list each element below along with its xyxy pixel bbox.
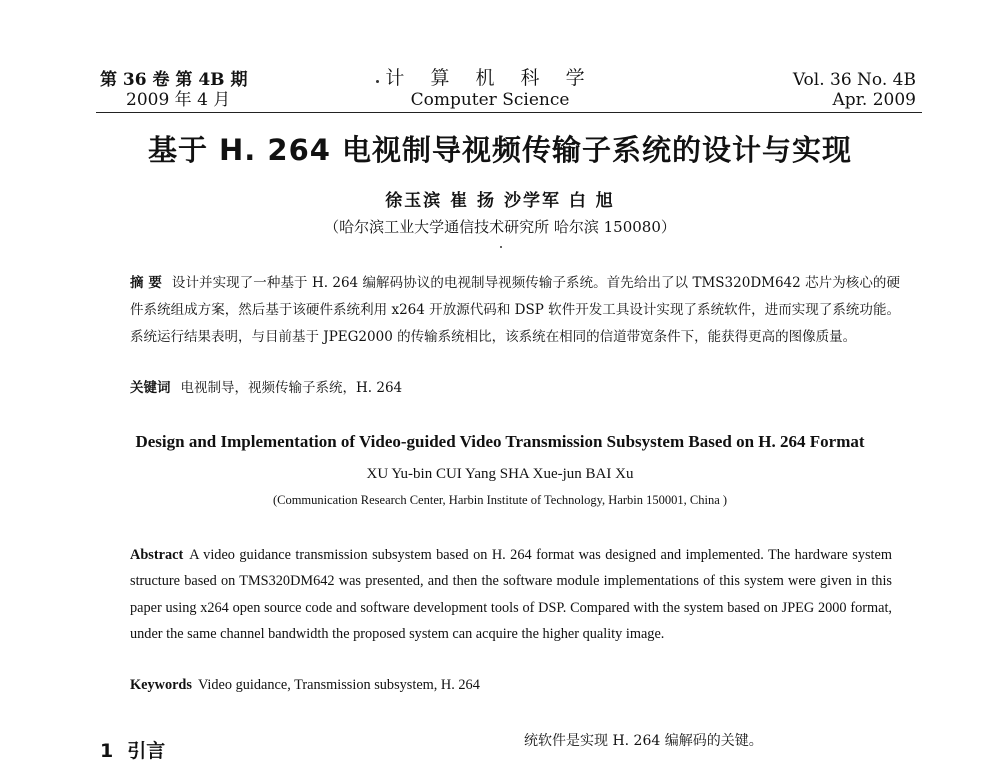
affiliation-en: (Communication Research Center, Harbin Institute of Technology, Harbin 150001, China ): [272, 493, 728, 507]
header-volume-en: Vol. 36 No. 4B: [792, 70, 916, 90]
paper-title-cn: 基于 H. 264 电视制导视频传输子系统的设计与实现: [147, 133, 853, 167]
abstract-en-label: Abstract: [130, 547, 184, 563]
abstract-cn-text: 设计并实现了一种基于 H. 264 编解码协议的电视制导视频传输子系统。首先给出了以 TMS320DM642 芯片为核心的硬件系统组成方案，然后基于该硬件系统利用 x264 开放源代码和 DSP 软件开发工具设计实现了系统软件，进而实现了系统功能。系统运行结果表明，与目前基于 JPEG2000 的传输系统相比，该系统在相同的信道带宽条件下，能获得更高的图像质量。: [130, 275, 900, 345]
keywords-en: [130, 677, 892, 694]
header-dot: [376, 80, 379, 83]
header-rule: [96, 112, 922, 113]
header-volume-cn: 第 36 卷 第 4B 期: [100, 70, 248, 90]
keywords-en-label: Keywords: [130, 677, 192, 693]
abstract-en-text: A video guidance transmission subsystem based on H. 264 format was designed and implemented. The hardware system structure based on TMS320DM642 was presented, and then the software module implementations of this system were given in this paper using x264 open source code and software development tools of DSP. Compared with the system based on JPEG 2000 format, under the same channel bandwidth the proposed system can acquire the higher quality image.: [130, 547, 892, 643]
section-heading-intro: [100, 736, 165, 763]
abstract-en: [130, 542, 892, 648]
affiliation-cn: （哈尔滨工业大学通信技术研究所 哈尔滨 150080）: [324, 218, 676, 236]
keywords-en-text: Video guidance, Transmission subsystem, H. 264: [197, 677, 480, 693]
abstract-cn: [130, 270, 900, 351]
authors-en: XU Yu-bin CUI Yang SHA Xue-jun BAI Xu: [366, 466, 634, 482]
section-title: 引言: [127, 740, 166, 762]
section-number: 1: [100, 740, 114, 762]
keywords-cn-text: 电视制导，视频传输子系统，H. 264: [180, 380, 403, 396]
small-dot: [500, 246, 502, 248]
right-column-text: 统软件是实现 H. 264 编解码的关键。: [524, 733, 763, 749]
header-date-en: Apr. 2009: [832, 90, 916, 110]
header-date-cn: 2009 年 4 月: [126, 90, 231, 110]
authors-cn: 徐玉滨 崔 扬 沙学军 白 旭: [385, 191, 615, 211]
paper-title-en: Design and Implementation of Video-guided Video Transmission Subsystem Based on H. 264 Format: [135, 432, 865, 451]
abstract-cn-label: 摘 要: [130, 275, 162, 291]
keywords-cn: [130, 377, 900, 399]
header-journal-en: Computer Science: [410, 90, 570, 110]
keywords-cn-label: 关键词: [130, 380, 171, 396]
header-journal-cn: 计 算 机 科 学: [385, 67, 595, 89]
